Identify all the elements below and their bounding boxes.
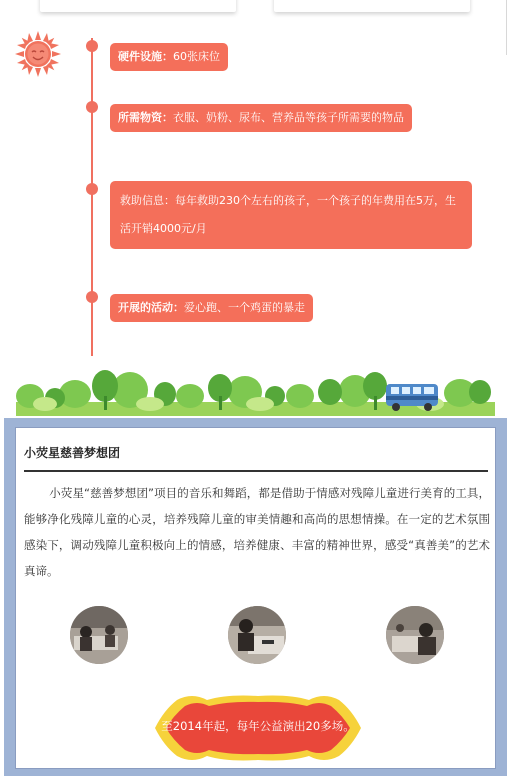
top-card-right <box>274 0 470 12</box>
timeline-item-hardware <box>110 43 228 71</box>
timeline-item-label: 开展的活动： <box>118 301 184 314</box>
banner-text: 至2014年起，每年公益演出20多场。 <box>161 719 355 733</box>
panel-content <box>15 427 496 769</box>
timeline-item-aid-info <box>110 181 472 249</box>
timeline-item-label: 所需物资： <box>118 111 173 124</box>
charity-dream-team-panel <box>4 418 507 776</box>
performance-banner <box>147 692 369 764</box>
right-divider <box>506 0 507 55</box>
panel-body-text: 小荧星“慈善梦想团”项目的音乐和舞蹈，都是借助于情感对残障儿童进行美育的工具，能够净化残障儿童的心灵，培养残障儿童的审美情趣和高尚的思想情操。在一定的艺术氛围感染下，调动残障儿童积极向上的情感，培养健康、丰富的精神世界，感受“真善美”的艺术真谛。 <box>24 486 490 578</box>
timeline-item-text: 60张床位 <box>173 50 220 63</box>
timeline-item-label: 硬件设施： <box>118 50 173 63</box>
trees-and-bus-illustration <box>0 366 511 416</box>
sun-icon <box>14 30 62 78</box>
top-card-edges <box>0 0 511 20</box>
timeline-dot <box>86 183 98 195</box>
timeline-dot <box>86 291 98 303</box>
panel-title: 小荧星慈善梦想团 <box>24 446 121 460</box>
timeline-dot <box>86 101 98 113</box>
activity-photo-1 <box>70 606 128 664</box>
timeline-item-activities <box>110 294 313 322</box>
activity-photo-2 <box>228 606 286 664</box>
timeline-line <box>91 38 93 356</box>
top-card-left <box>40 0 236 12</box>
timeline-item-text: 救助信息：每年救助230个左右的孩子，一个孩子的年费用在5万，生活开销4000元/月 <box>120 194 456 235</box>
timeline-item-supplies <box>110 104 412 132</box>
timeline-item-text: 衣服、奶粉、尿布、营养品等孩子所需要的物品 <box>173 111 404 124</box>
timeline-dot <box>86 40 98 52</box>
title-divider <box>24 470 488 472</box>
activity-photo-3 <box>386 606 444 664</box>
timeline-item-text: 爱心跑、一个鸡蛋的暴走 <box>184 301 305 314</box>
